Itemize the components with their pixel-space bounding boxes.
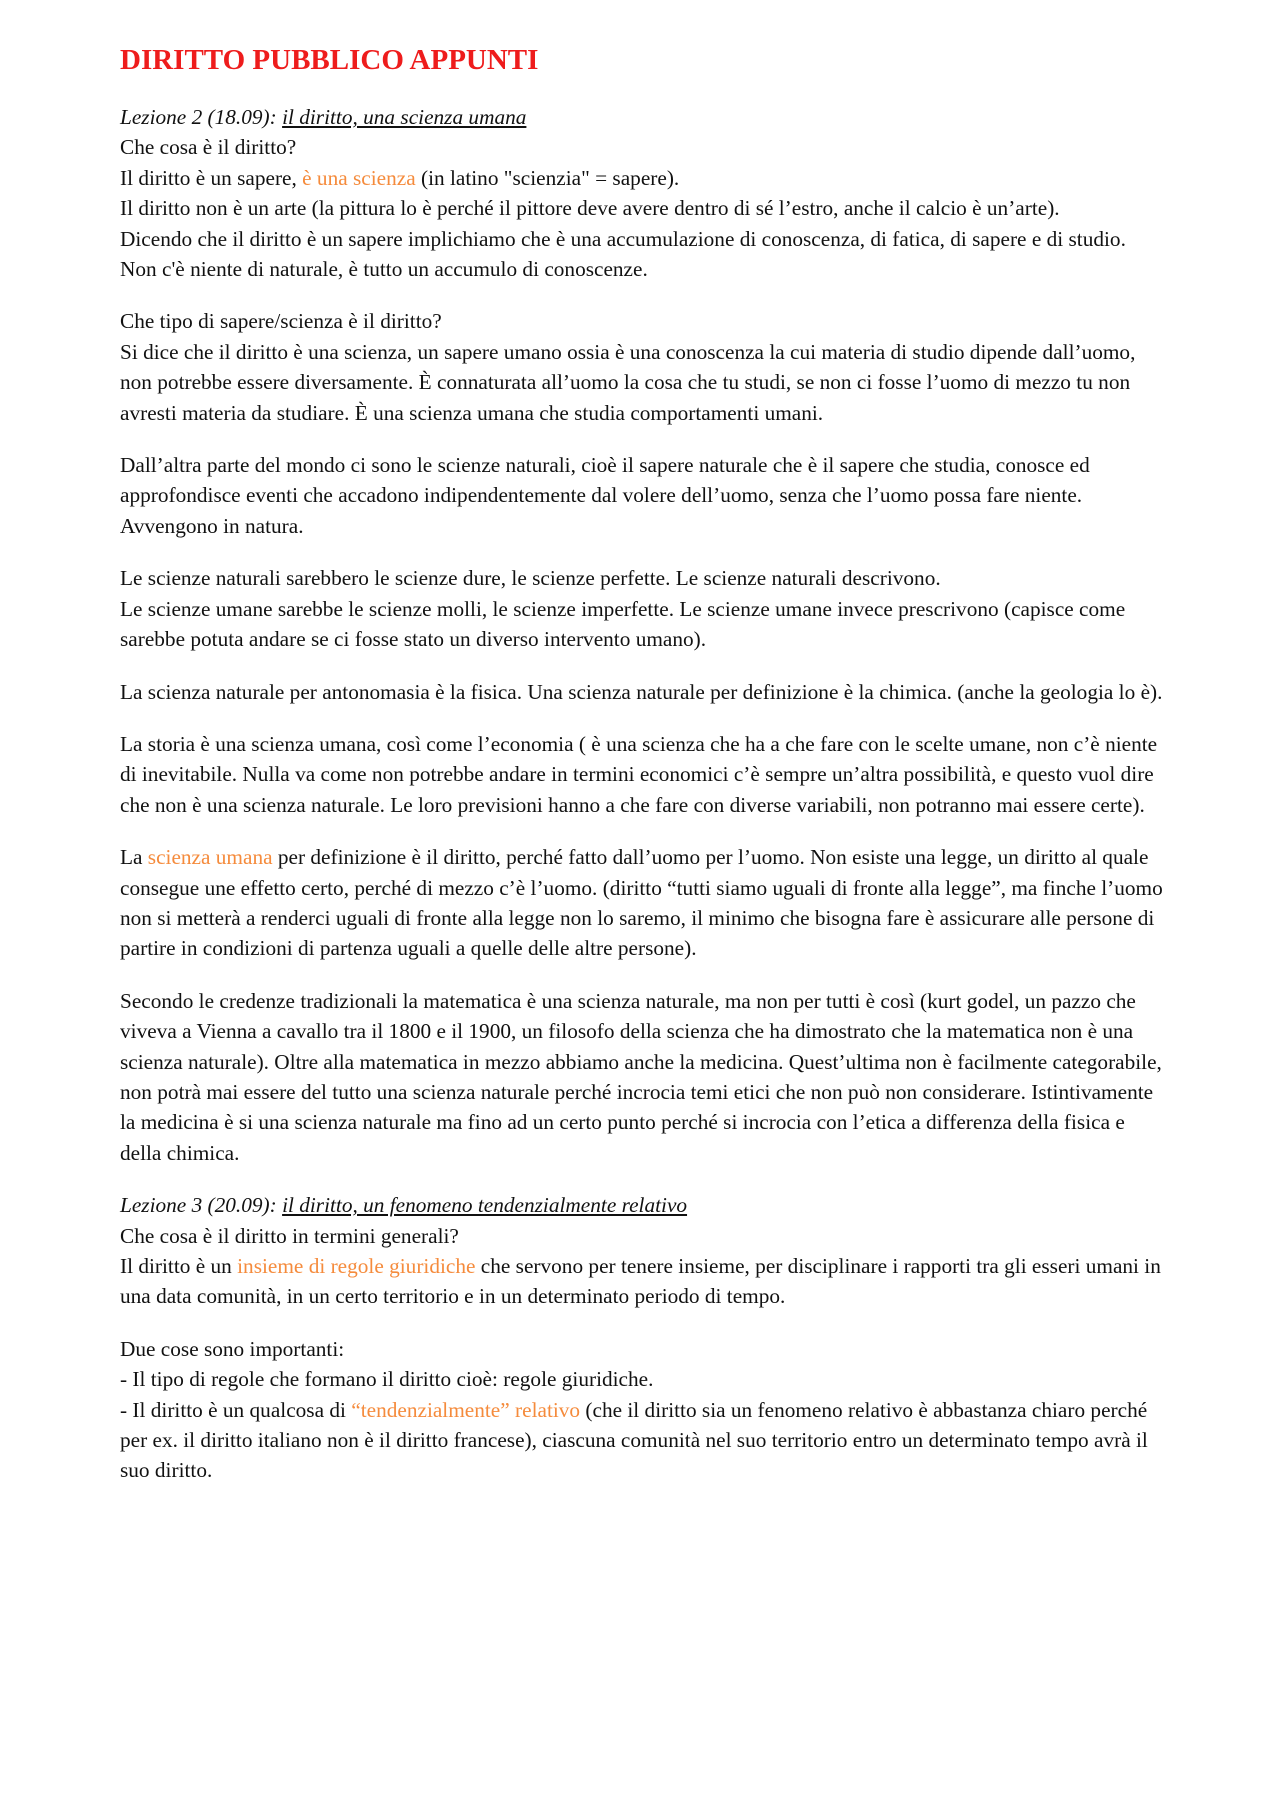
- paragraph-storia-economia: La storia è una scienza umana, così come l’economia ( è una scienza che ha a che fare con le scelte umane, non c’è niente di inevitabile. Nulla va come non potrebbe andare in termini economici c’è sempre un’altra possibilità, e questo vuol dire che non è una scienza naturale. Le loro previsioni hanno a che fare con diverse variabili, non potranno mai essere certe).: [120, 731, 1158, 817]
- lesson-2-question: Che cosa è il diritto?: [120, 135, 297, 160]
- lesson-2-sapere: Dicendo che il diritto è un sapere implichiamo che è una accumulazione di conoscenza, di fatica, di sapere e di studio. Non c'è niente di naturale, è tutto un accumulo di conoscenze.: [120, 226, 1126, 282]
- lesson-3-topic: il diritto, un fenomeno tendenzialmente relativo: [282, 1193, 688, 1218]
- lesson-2-topic: il diritto, una scienza umana: [282, 105, 527, 129]
- text-run: Il diritto è un: [120, 1254, 238, 1278]
- highlight-tendenzialmente-relativo: “tendenzialmente” relativo: [351, 1397, 581, 1422]
- lesson-3-question: Che cosa è il diritto in termini generali?: [120, 1223, 459, 1248]
- lesson-2-heading: [120, 102, 1165, 132]
- text-run: (che il diritto sia un fenomeno relativo è abbastanza chiaro perché per ex. il diritto italiano non è il diritto francese), ciascuna comunità nel suo territorio entro un determinato tempo avrà il suo diritto.: [120, 1397, 1148, 1483]
- text-run: per definizione è il diritto, perché fatto dall’uomo per l’uomo. Non esiste una legge, un diritto al quale consegue une effetto certo, perché di mezzo c’è l’uomo. (diritto “tutti siamo uguali di fronte alla legge”, ma finche l’uomo non si metterà a renderci uguali di fronte alla legge non lo saremo, il minimo che bisogna fare è assicurare alle persone di partire in condizioni di partenza uguali a quelle delle altre persone).: [120, 845, 1163, 961]
- paragraph-scienza-umana: [120, 842, 1165, 964]
- list-item: [120, 1395, 1165, 1486]
- paragraph-due-cose: [120, 1334, 1165, 1486]
- highlight-regole-giuridiche: insieme di regole giuridiche: [237, 1254, 476, 1278]
- lesson-2-arte: Il diritto non è un arte (la pittura lo è perché il pittore deve avere dentro di sé l’estro, anche il calcio è un’arte).: [120, 196, 1060, 221]
- lesson-3-intro: [120, 1190, 1165, 1312]
- highlight-scienza-umana: scienza umana: [147, 845, 273, 870]
- text-run: La: [120, 845, 148, 870]
- paragraph-tipo-sapere: [120, 306, 1165, 428]
- paragraph-text: Si dice che il diritto è una scienza, un sapere umano ossia è una conoscenza la cui materia di studio dipende dall’uomo, non potrebbe essere diversamente. È connaturata all’uomo la cosa che tu studi, se non ci fosse l’uomo di mezzo tu non avresti materia da studiare. È una scienza umana che studia comportamenti umani.: [120, 339, 1136, 425]
- paragraph-text: Le scienze naturali sarebbero le scienze dure, le scienze perfette. Le scienze naturali descrivono.: [120, 566, 941, 591]
- lesson-2-label: Lezione 2 (18.09):: [120, 105, 283, 129]
- paragraph-text: Le scienze umane sarebbe le scienze molli, le scienze imperfette. Le scienze umane invece prescrivono (capisce come sarebbe potuta andare se ci fosse stato un diverso intervento umano).: [120, 596, 1126, 652]
- lesson-3-heading: [120, 1190, 1165, 1220]
- text-run: Il diritto è un sapere,: [120, 165, 303, 190]
- paragraph-question: Che tipo di sapere/scienza è il diritto?: [120, 309, 442, 334]
- text-run: - Il diritto è un qualcosa di: [120, 1397, 352, 1422]
- text-run: che servono per tenere insieme, per disciplinare i rapporti tra gli esseri umani in una data comunità, in un certo territorio e in un determinato periodo di tempo.: [120, 1254, 1161, 1309]
- text-run: (in latino "scienzia" = sapere).: [415, 165, 680, 190]
- list-item: - Il tipo di regole che formano il diritto cioè: regole giuridiche.: [120, 1367, 654, 1392]
- lesson-3-label: Lezione 3 (20.09):: [120, 1193, 283, 1218]
- highlight-scienza: è una scienza: [302, 165, 416, 190]
- paragraph-fisica-chimica: La scienza naturale per antonomasia è la fisica. Una scienza naturale per definizione è la chimica. (anche la geologia lo è).: [120, 679, 1163, 704]
- document-page: [120, 40, 1165, 1508]
- lesson-2-definition: [120, 163, 1165, 193]
- paragraph-matematica-medicina: Secondo le credenze tradizionali la matematica è una scienza naturale, ma non per tutti è così (kurt godel, un pazzo che viveva a Vienna a cavallo tra il 1800 e il 1900, un filosofo della scienza che ha dimostrato che la matematica non è una scienza naturale). Oltre alla matematica in mezzo abbiamo anche la medicina. Quest’ultima non è facilmente categorabile, non potrà mai essere del tutto una scienza naturale perché incrocia temi etici che non può non considerare. Istintivamente la medicina è si una scienza naturale ma fino ad un certo punto perché si incrocia con l’etica a differenza della fisica e della chimica.: [120, 988, 1162, 1165]
- lesson-3-definition: [120, 1251, 1165, 1312]
- paragraph-dure-molli: [120, 563, 1165, 654]
- lesson-2-intro: [120, 102, 1165, 284]
- list-intro: Due cose sono importanti:: [120, 1336, 345, 1361]
- paragraph-scienze-naturali: Dall’altra parte del mondo ci sono le scienze naturali, cioè il sapere naturale che è il sapere che studia, conosce ed approfondisce eventi che accadono indipendentemente dal volere dell’uomo, senza che l’uomo possa fare niente. Avvengono in natura.: [120, 453, 1090, 538]
- document-title: DIRITTO PUBBLICO APPUNTI: [120, 44, 539, 76]
